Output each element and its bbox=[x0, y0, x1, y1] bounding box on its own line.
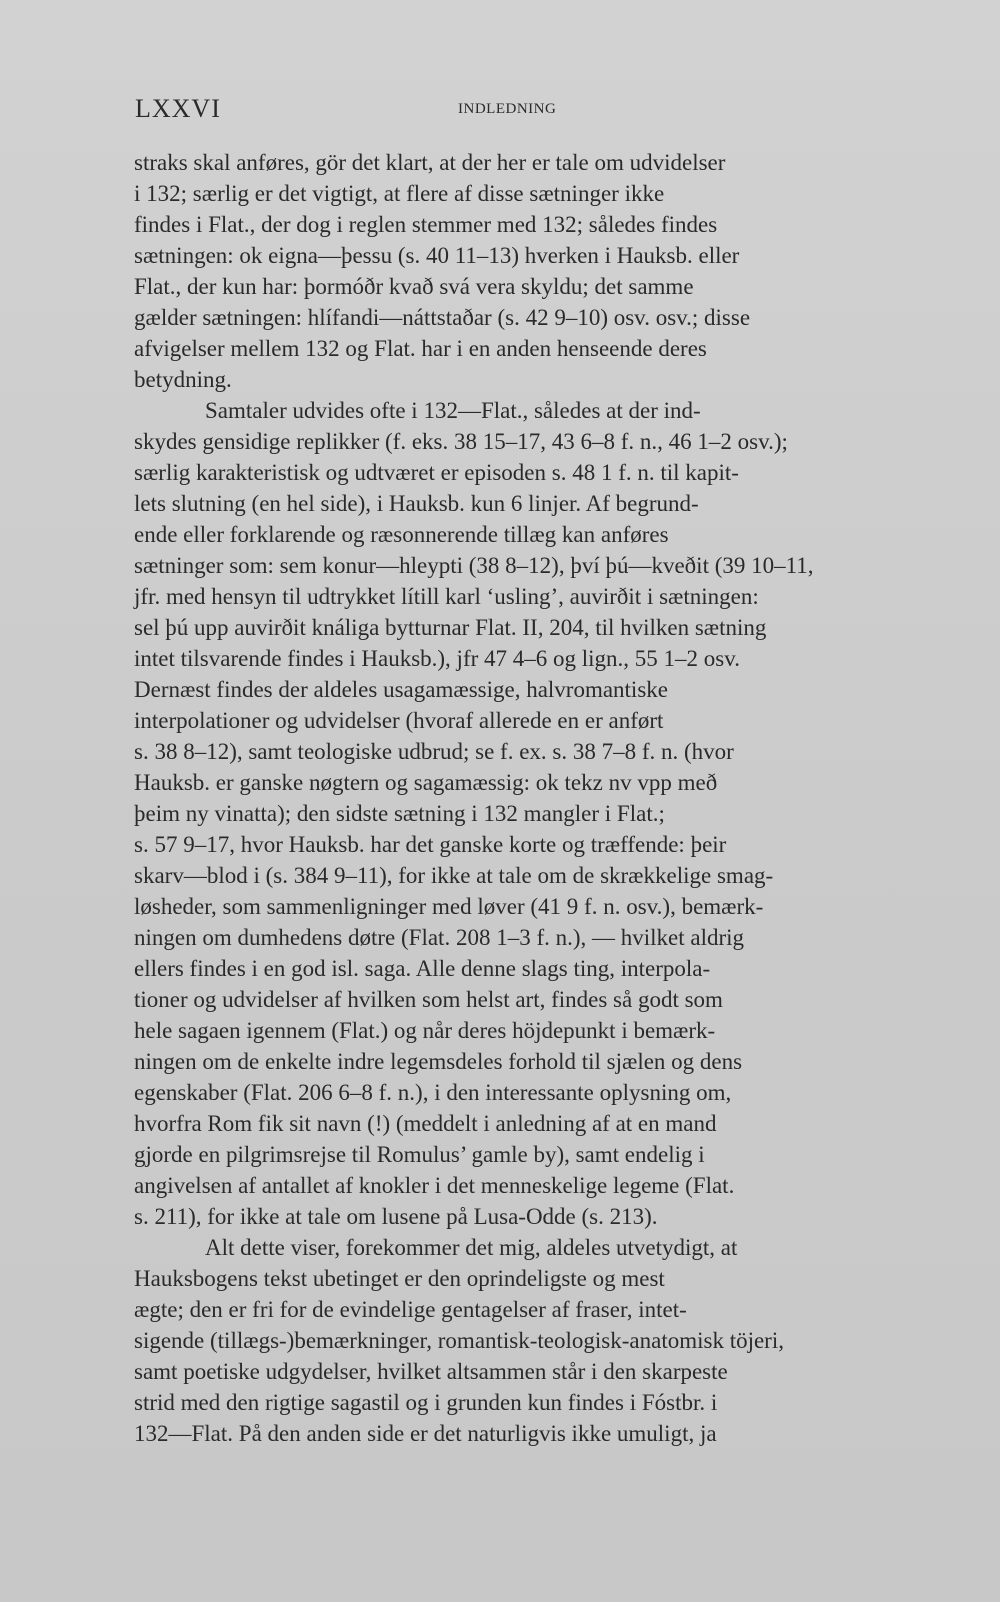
text-line: ægte; den er fri for de evindelige gentagelser af fraser, intet- bbox=[134, 1297, 687, 1322]
text-line: sigende (tillægs-)bemærkninger, romantisk-teologisk-anatomisk töjeri, bbox=[134, 1328, 784, 1353]
text-line: s. 38 8–12), samt teologiske udbrud; se f. ex. s. 38 7–8 f. n. (hvor bbox=[134, 739, 734, 764]
text-line: skydes gensidige replikker (f. eks. 38 15–17, 43 6–8 f. n., 46 1–2 osv.); bbox=[134, 429, 788, 454]
text-line: ningen om dumhedens døtre (Flat. 208 1–3 f. n.), — hvilket aldrig bbox=[134, 925, 745, 950]
text-line: løsheder, som sammenligninger med løver (41 9 f. n. osv.), bemærk- bbox=[134, 894, 764, 919]
text-line: strid med den rigtige sagastil og i grunden kun findes i Fóstbr. i bbox=[134, 1390, 718, 1415]
text-line: s. 211), for ikke at tale om lusene på Lusa-Odde (s. 213). bbox=[134, 1204, 658, 1229]
text-line: sel þú upp auvirðit knáliga bytturnar Flat. II, 204, til hvilken sætning bbox=[134, 615, 767, 640]
text-line: betydning. bbox=[134, 367, 232, 392]
text-line: 132—Flat. På den anden side er det naturligvis ikke umuligt, ja bbox=[134, 1421, 717, 1446]
text-line: ende eller forklarende og ræsonnerende tillæg kan anføres bbox=[134, 522, 669, 547]
running-title: INDLEDNING bbox=[458, 101, 557, 117]
text-line: sætninger som: sem konur—hleypti (38 8–12), því þú—kveðit (39 10–11, bbox=[134, 553, 814, 578]
text-line: gælder sætningen: hlífandi—náttstaðar (s. 42 9–10) osv. osv.; disse bbox=[134, 305, 751, 330]
text-line: tioner og udvidelser af hvilken som helst art, findes så godt som bbox=[134, 987, 723, 1012]
text-line: i 132; særlig er det vigtigt, at flere af disse sætninger ikke bbox=[134, 181, 665, 206]
text-line: lets slutning (en hel side), i Hauksb. kun 6 linjer. Af begrund- bbox=[134, 491, 699, 516]
text-line: straks skal anføres, gör det klart, at der her er tale om udvidelser bbox=[134, 150, 726, 175]
text-line: angivelsen af antallet af knokler i det menneskelige legeme (Flat. bbox=[134, 1173, 735, 1198]
text-line: ningen om de enkelte indre legemsdeles forhold til sjælen og dens bbox=[134, 1049, 743, 1074]
text-line: Dernæst findes der aldeles usagamæssige, halvromantiske bbox=[134, 677, 668, 702]
text-line: afvigelser mellem 132 og Flat. har i en anden henseende deres bbox=[134, 336, 707, 361]
page-number: LXXVI bbox=[135, 94, 221, 123]
text-line: interpolationer og udvidelser (hvoraf allerede en er anført bbox=[134, 708, 664, 733]
text-line: sætningen: ok eigna—þessu (s. 40 11–13) hverken i Hauksb. eller bbox=[134, 243, 740, 268]
text-line: Hauksbogens tekst ubetinget er den oprindeligste og mest bbox=[134, 1266, 665, 1291]
text-line: ellers findes i en god isl. saga. Alle denne slags ting, interpola- bbox=[134, 956, 711, 981]
text-line: Hauksb. er ganske nøgtern og sagamæssig: ok tekz nv vpp með bbox=[134, 770, 718, 795]
text-line: intet tilsvarende findes i Hauksb.), jfr 47 4–6 og lign., 55 1–2 osv. bbox=[134, 646, 741, 671]
text-line: þeim ny vinatta); den sidste sætning i 132 mangler i Flat.; bbox=[134, 801, 665, 826]
text-line: samt poetiske udgydelser, hvilket altsammen står i den skarpeste bbox=[134, 1359, 728, 1384]
text-line: egenskaber (Flat. 206 6–8 f. n.), i den interessante oplysning om, bbox=[134, 1080, 732, 1105]
text-line: s. 57 9–17, hvor Hauksb. har det ganske korte og træffende: þeir bbox=[134, 832, 727, 857]
text-line: findes i Flat., der dog i reglen stemmer med 132; således findes bbox=[134, 212, 718, 237]
text-line: Samtaler udvides ofte i 132—Flat., således at der ind- bbox=[205, 398, 701, 423]
text-line: jfr. med hensyn til udtrykket lítill karl ‘usling’, auvirðit i sætningen: bbox=[134, 584, 759, 609]
text-line: hvorfra Rom fik sit navn (!) (meddelt i anledning af at en mand bbox=[134, 1111, 717, 1136]
text-line: særlig karakteristisk og udtværet er episoden s. 48 1 f. n. til kapit- bbox=[134, 460, 739, 485]
text-line: Alt dette viser, forekommer det mig, aldeles utvetydigt, at bbox=[205, 1235, 738, 1260]
text-line: Flat., der kun har: þormóðr kvað svá vera skyldu; det samme bbox=[134, 274, 694, 299]
text-line: gjorde en pilgrimsrejse til Romulus’ gamle by), samt endelig i bbox=[134, 1142, 705, 1167]
text-line: skarv—blod i (s. 384 9–11), for ikke at tale om de skrækkelige smag- bbox=[134, 863, 774, 888]
text-line: hele sagaen igennem (Flat.) og når deres höjdepunkt i bemærk- bbox=[134, 1018, 716, 1043]
